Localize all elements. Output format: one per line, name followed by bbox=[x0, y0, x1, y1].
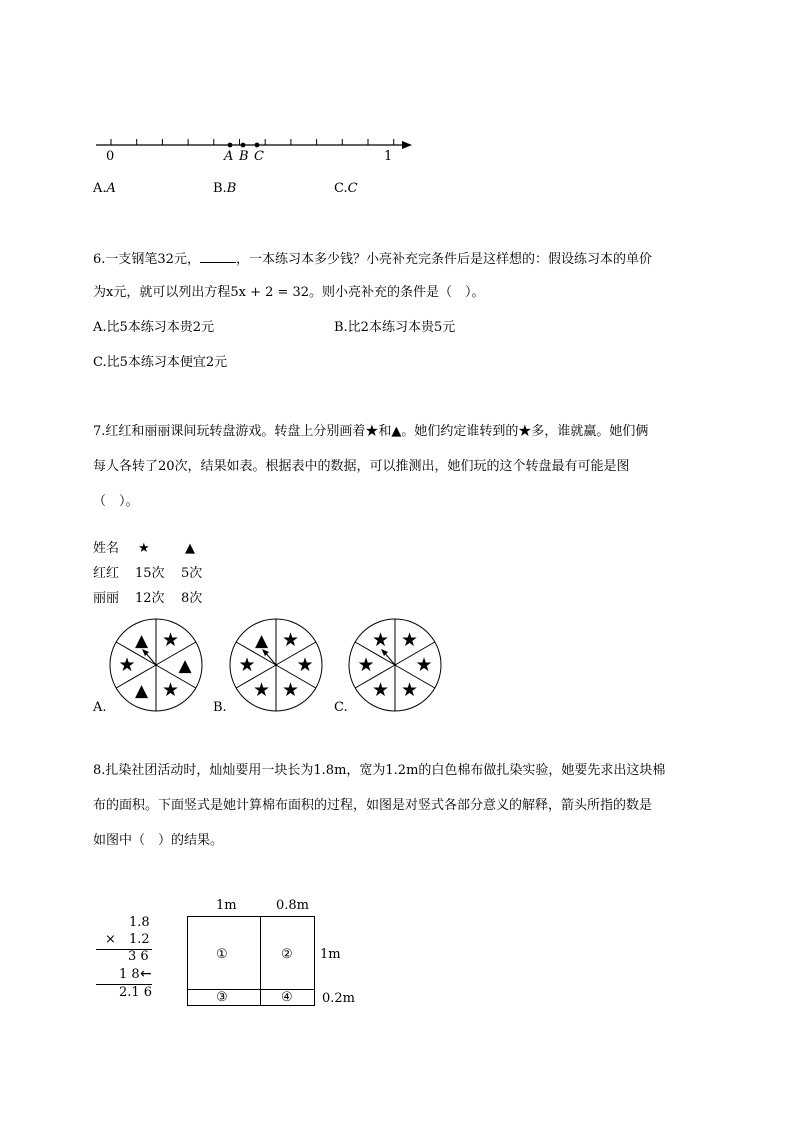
calc-multiplicand: 1.8 bbox=[129, 915, 150, 930]
q5-option-b-value: B bbox=[226, 181, 237, 196]
q8-line-2: 布的面积。下面竖式是她计算棉布面积的过程，如图是对竖式各部分意义的解释，箭头所指的数是 bbox=[93, 798, 653, 813]
q7-table-row1-name: 红红 bbox=[93, 566, 120, 581]
triangle-icon: ▲ bbox=[134, 681, 149, 702]
q5-option-a-letter: A. bbox=[93, 181, 107, 196]
rect-label-top-right: 0.8m bbox=[276, 898, 310, 913]
calc-multiplier: 1.2 bbox=[129, 932, 150, 947]
q7-line-1: 7.红红和丽丽课间玩转盘游戏。转盘上分别画着★和▲。她们约定谁转到的★多，谁就赢。她们俩 bbox=[93, 424, 649, 439]
q6-option-a[interactable]: A.比5本练习本贵2元 bbox=[93, 320, 215, 335]
rect-cell-2: ② bbox=[281, 947, 293, 962]
star-icon: ★ bbox=[371, 679, 390, 702]
rect-label-side-top: 1m bbox=[320, 947, 341, 962]
rect-cell-3: ③ bbox=[216, 990, 228, 1005]
q7-table-row1-triangle: 5次 bbox=[181, 566, 203, 581]
point-c-label: C bbox=[254, 149, 264, 164]
vertical-multiplication bbox=[90, 915, 170, 1005]
number-line-one: 1 bbox=[384, 149, 393, 164]
star-icon: ★ bbox=[357, 654, 375, 676]
star-icon: ★ bbox=[161, 679, 180, 702]
spinner-c[interactable] bbox=[347, 617, 443, 713]
calc-partial-1: 3 6 bbox=[128, 949, 149, 964]
q6-line-2: 为x元，就可以列出方程5x + 2 = 32。则小亮补充的条件是（ ）。 bbox=[93, 285, 485, 300]
q7-table-row1-star: 15次 bbox=[135, 566, 165, 581]
calc-product: 2.1 6 bbox=[119, 985, 153, 1000]
q7-table-row2-name: 丽丽 bbox=[93, 591, 120, 606]
rect-vertical-divider bbox=[260, 916, 261, 1006]
rect-label-side-bottom: 0.2m bbox=[322, 991, 356, 1006]
q5-option-b[interactable] bbox=[213, 181, 236, 197]
point-a-dot bbox=[228, 143, 233, 148]
q6-text-end: ，一本练习本多少钱？小亮补充完条件后是这样想的：假设练习本的单价 bbox=[235, 252, 652, 267]
point-a-label: A bbox=[224, 149, 234, 164]
number-line-arrow bbox=[402, 141, 412, 149]
star-icon: ★ bbox=[252, 679, 271, 702]
rect-cell-4: ④ bbox=[281, 990, 293, 1005]
calc-partial-2: 1 8 bbox=[119, 967, 140, 982]
number-line-zero: 0 bbox=[106, 149, 115, 164]
star-icon: ★ bbox=[400, 628, 419, 651]
q7-table-header-star: ★ bbox=[138, 541, 150, 556]
star-icon: ★ bbox=[118, 654, 136, 676]
rect-label-top-left: 1m bbox=[216, 898, 237, 913]
calc-arrow: ← bbox=[140, 966, 152, 982]
rect-cell-1: ① bbox=[216, 947, 228, 962]
q8-line-1: 8.扎染社团活动时，灿灿要用一块长为1.8m，宽为1.2m的白色棉布做扎染实验，她要先求出这块棉 bbox=[93, 763, 666, 778]
q5-option-c[interactable] bbox=[334, 181, 358, 197]
q7-line-3: （ ）。 bbox=[93, 494, 139, 509]
area-rectangle bbox=[187, 916, 315, 1006]
q7-table-header-triangle: ▲ bbox=[185, 541, 195, 556]
star-icon: ★ bbox=[238, 654, 256, 676]
star-icon: ★ bbox=[371, 628, 390, 651]
star-icon: ★ bbox=[296, 654, 314, 676]
q6-blank bbox=[200, 250, 236, 263]
q5-option-a[interactable] bbox=[93, 181, 116, 197]
triangle-icon: ▲ bbox=[178, 656, 192, 676]
q7-table-row2-star: 12次 bbox=[135, 591, 165, 606]
spinner-a[interactable] bbox=[108, 617, 204, 713]
spinner-b[interactable] bbox=[228, 617, 324, 713]
spinner-a-label[interactable]: A. bbox=[93, 700, 107, 715]
star-icon: ★ bbox=[161, 628, 180, 651]
triangle-icon: ▲ bbox=[134, 630, 149, 651]
q8-line-3: 如图中（ ）的结果。 bbox=[93, 833, 224, 848]
q5-option-b-letter: B. bbox=[213, 181, 227, 196]
spinner-b-label[interactable]: B. bbox=[213, 700, 227, 715]
point-c-dot bbox=[255, 143, 260, 148]
q6-option-c[interactable]: C.比5本练习本便宜2元 bbox=[93, 355, 228, 370]
calc-times-sign: × bbox=[105, 932, 116, 947]
point-b-label: B bbox=[239, 149, 249, 164]
q5-option-c-value: C bbox=[347, 181, 358, 196]
q6-option-b[interactable]: B.比2本练习本贵5元 bbox=[334, 320, 456, 335]
triangle-icon: ▲ bbox=[254, 630, 269, 651]
q6-text-start: 6.一支钢笔32元， bbox=[93, 252, 200, 267]
q7-line-2: 每人各转了20次，结果如表。根据表中的数据，可以推测出，她们玩的这个转盘最有可能是图 bbox=[93, 459, 630, 474]
q7-table-row2-triangle: 8次 bbox=[181, 591, 203, 606]
q7-table bbox=[93, 541, 223, 613]
spinner-c-label[interactable]: C. bbox=[334, 700, 348, 715]
star-icon: ★ bbox=[400, 679, 419, 702]
point-b-dot bbox=[241, 143, 246, 148]
q5-option-c-letter: C. bbox=[334, 181, 348, 196]
q5-option-a-value: A bbox=[106, 181, 116, 196]
star-icon: ★ bbox=[281, 628, 300, 651]
star-icon: ★ bbox=[415, 654, 433, 676]
q7-table-header-name: 姓名 bbox=[93, 541, 120, 556]
q6-line-1 bbox=[93, 250, 652, 268]
rect-horizontal-divider bbox=[187, 989, 315, 990]
star-icon: ★ bbox=[281, 679, 300, 702]
